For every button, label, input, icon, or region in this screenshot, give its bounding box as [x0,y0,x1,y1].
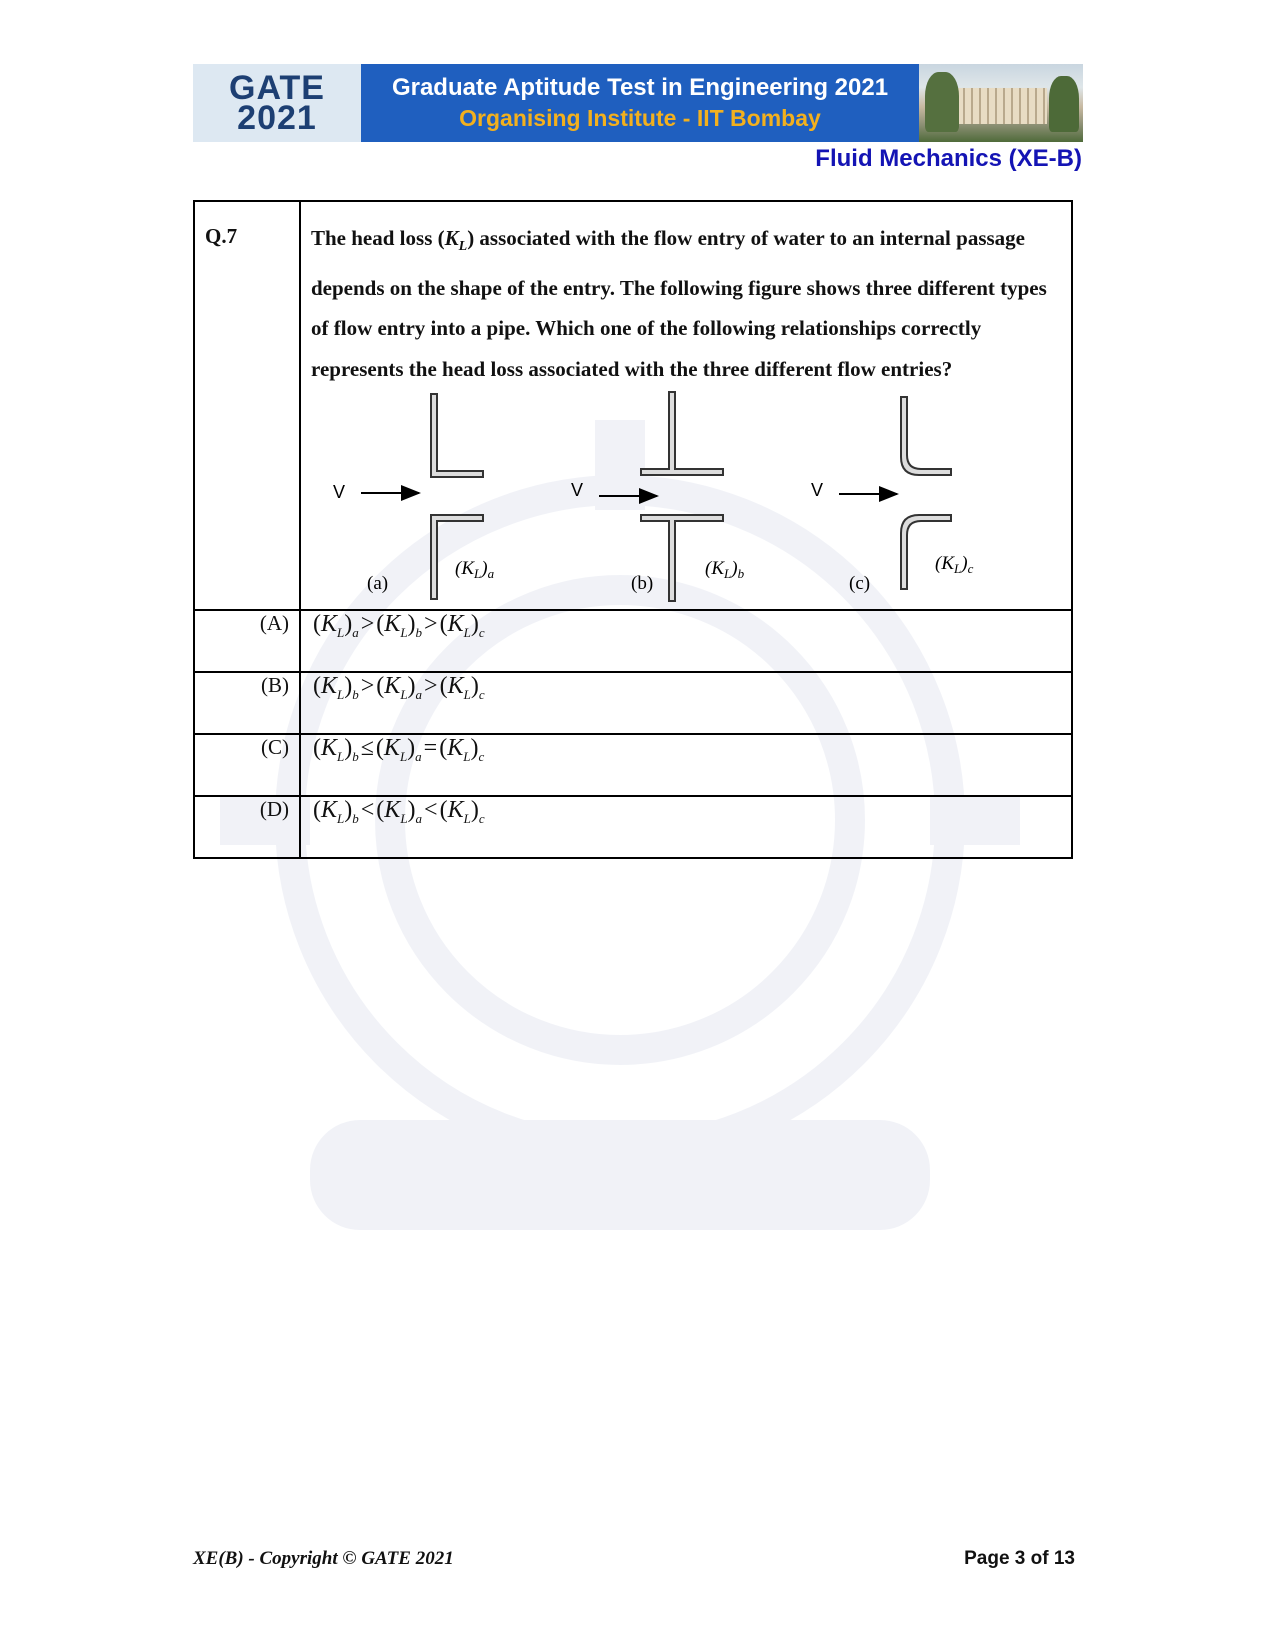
kl-term: $(K_L)_c$ [439,735,485,764]
tree-image [925,72,959,132]
option-row [194,734,1072,796]
campus-building-image [949,88,1047,124]
question-row [194,201,1072,610]
option-expression [300,672,1072,734]
logo-line-2: 2021 [237,99,317,137]
kl-label-c: $(K_L)_c$ [935,553,974,577]
kl-label-b: $(K_L)_b$ [705,558,745,582]
question-table [193,200,1073,859]
option-row [194,610,1072,672]
question-body [300,201,1072,610]
option-row [194,672,1072,734]
relation-operator: > [360,611,375,638]
velocity-label-a: V [333,482,346,503]
header-banner [193,64,1083,142]
logo-line-1: GATE [229,69,325,107]
caption-c: (c) [849,573,871,595]
velocity-label-b: V [571,480,584,501]
kl-term: $(K_L)_a$ [376,797,423,826]
option-expression [300,734,1072,796]
kl-term: $(K_L)_c$ [439,611,485,640]
entry-a-diagram [333,394,495,599]
kl-term: $(K_L)_c$ [439,797,485,826]
kl-term: $(K_L)_b$ [313,797,359,826]
relation-operator: ≤ [360,735,374,762]
relation-operator: = [423,735,438,762]
relation-operator: > [424,611,438,638]
kl-label-a: $(K_L)_a$ [455,558,495,582]
kl-term: $(K_L)_a$ [376,673,423,702]
footer-page-number: Page 3 of 13 [964,1548,1075,1569]
subject-title: Fluid Mechanics (XE-B) [815,145,1082,172]
kl-term: $(K_L)_b$ [313,673,359,702]
relation-operator: > [360,673,375,700]
velocity-label-c: V [811,480,824,501]
question-text: The head loss $(K_L)$ associated with the flow entry of water to an internal passage depends on the shape of the entry. The following figure shows three different types of flow entry into a pipe. Which one of the following relationships correctly represents the head loss associated with the three different flow entries? [311,226,1047,381]
pipe-wall-upper-b [641,392,723,475]
kl-term: $(K_L)_b$ [313,735,359,764]
flow-entry-figure [311,389,1061,609]
pipe-wall-lower-a [431,515,483,599]
relation-operator: > [424,673,438,700]
banner-title-block [361,64,919,142]
banner-title: Graduate Aptitude Test in Engineering 2021 [391,74,889,101]
pipe-wall-upper-a [431,394,483,477]
option-label: (A) [194,610,300,672]
option-expression [300,796,1072,858]
relation-operator: < [424,797,438,824]
option-label: (D) [194,796,300,858]
pipe-wall-upper-c [901,397,951,475]
pipe-wall-lower-c [901,515,951,589]
relation-operator: < [360,797,375,824]
option-expression [300,610,1072,672]
entry-b-diagram [571,392,745,601]
caption-b: (b) [631,573,654,595]
option-label: (C) [194,734,300,796]
tree-image [1049,76,1079,132]
entry-c-diagram [811,397,974,594]
banner-subtitle: Organising Institute - IIT Bombay [459,105,821,131]
gate-logo [193,64,361,142]
kl-term: $(K_L)_a$ [375,735,422,764]
option-label: (B) [194,672,300,734]
question-number: Q.7 [194,201,300,610]
kl-term: $(K_L)_a$ [313,611,359,640]
footer-copyright: XE(B) - Copyright © GATE 2021 [193,1548,454,1569]
option-row [194,796,1072,858]
caption-a: (a) [367,573,389,595]
kl-term: $(K_L)_b$ [376,611,423,640]
kl-term: $(K_L)_c$ [439,673,485,702]
campus-photo [919,64,1083,142]
